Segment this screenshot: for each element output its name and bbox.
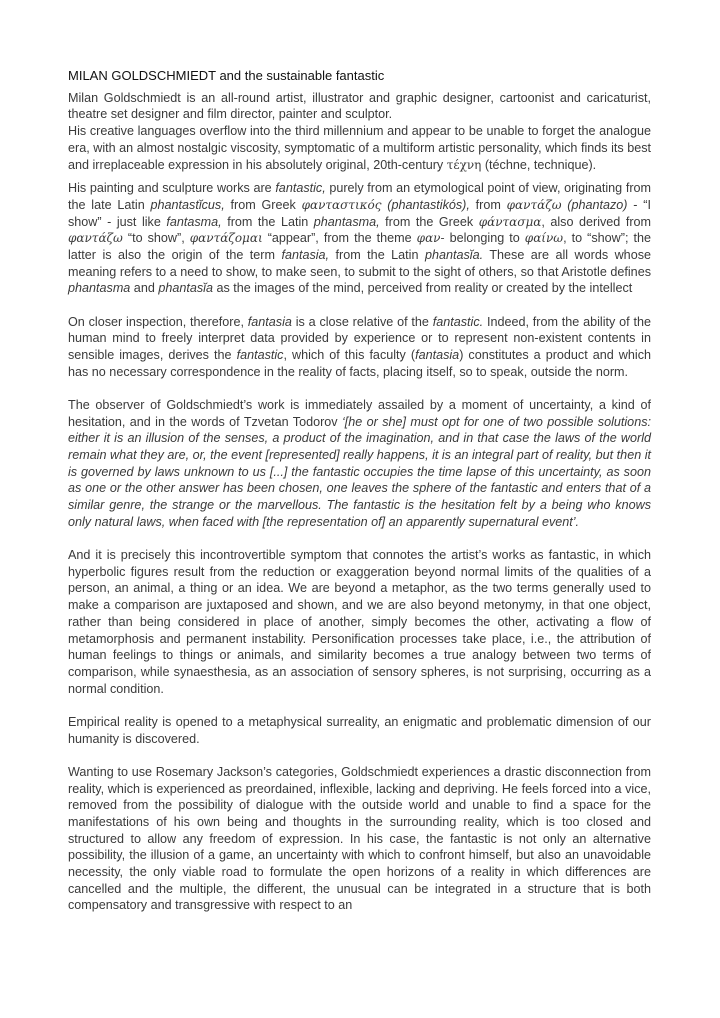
etymology-paragraph: His painting and sculpture works are fantastic, purely from an etymological point of view, originating from the late Latin phantastĭcus, from Greek φανταστικός (phantastikós), from φαντάζω (phantazo) - “I show” - just like fantasma, from the Latin phantasma, from the Greek φάντασμα, also derived from φαντάζω “to show”, φαντάζομαι “appear”, from the theme φαν- belonging to φαίνω, to “show”; the latter is also the origin of the term fantasia, from the Latin phantasĭa. These are all words whose meaning refers to a need to show, to make seen, to submit to the sight of others, so that Aristotle defines phantasma and phantasĭa as the images of the mind, perceived from reality or created by the intellect: [68, 181, 652, 296]
intro-paragraph-1: Milan Goldschmiedt is an all-round artist, illustrator and graphic designer, cartoonist and caricaturist, theatre set designer and film director, painter and sculptor.: [68, 90, 651, 122]
jackson-paragraph: Wanting to use Rosemary Jackson’s categories, Goldschmiedt experiences a drastic disconnection from reality, which is experienced as preordained, inflexible, lacking and depriving. He feels forced into a vice, removed from the possibility of dialogue with the outside world and unable to find a space for the manifestations of his own being and thoughts in the surrounding reality, which is too closed and structured to allow any freedom of expression. In his case, the fantastic is not only an alternative possibility, the illusion of a game, an uncertainty with which to confront himself, but also an unavoidable necessity, the only viable road to formulate the open horizons of a reality in which differences are cancelled and the multiple, the different, the unusual can be integrated in a structure that is both compensatory and transgressive with respect to an: [68, 764, 651, 913]
inspection-paragraph: On closer inspection, therefore, fantasia is a close relative of the fantastic. Indeed, from the ability of the human mind to freely interpret data provided by experience or to represent non-existent contents in sensible images, derives the fantastic, which of this faculty (fantasia) constitutes a product and which has no necessary correspondence in the reality of facts, placing itself, so to speak, outside the norm.: [68, 314, 651, 379]
symptom-paragraph: And it is precisely this incontrovertible symptom that connotes the artist’s works as fantastic, in which hyperbolic figures result from the reduction or exaggeration beyond normal limits of the qualities of a person, an animal, a thing or an idea. We are beyond a metaphor, as the two terms generally used to make a comparison are juxtaposed and shown, and we are also beyond metonymy, in that one object, rather than being considered in place of another, simply becomes the other, activating a flow of metamorphosis and permanent instability. Personification processes take place, i.e., the attribution of human feelings to things or animals, and similarity becomes a true analogy between two terms of comparison, while synaesthesia, as an association of sensory spheres, is not surprising, occurring as a normal condition.: [68, 548, 651, 696]
observer-paragraph: The observer of Goldschmiedt’s work is immediately assailed by a moment of uncertainty, a kind of hesitation, and in the words of Tzvetan Todorov ‘[he or she] must opt for one of two possible solutions: either it is an illusion of the senses, a product of the imagination, and in that case the laws of the world remain what they are, or, the event [represented] really happens, it is an integral part of reality, but then it is governed by laws unknown to us [...] the fantastic occupies the time lapse of this uncertainty, as soon as one or the other answer has been chosen, one leaves the sphere of the fantastic and enters that of a similar genre, the strange or the marvellous. The fantastic is the hesitation felt by a being who knows only natural laws, when faced with [the representation of] an apparently supernatural event’.: [68, 397, 651, 529]
intro-paragraph-2: His creative languages overflow into the third millennium and appear to be unable to forget the analogue era, with an almost nostalgic viscosity, symptomatic of a multiform artistic personality, which finds its best and irreplaceable expression in his absolutely original, 20th-century τέχνη (téchne, technique).: [68, 124, 651, 172]
document-page: [68, 68, 651, 914]
todorov-quote: ‘[he or she] must opt for one of two possible solutions: either it is an illusion of the senses, a product of the imagination, and in that case the laws of the world remain what they are, or, the event [represented] really happens, it is an integral part of reality, but then it is governed by laws unknown to us [...] the fantastic occupies the time lapse of this uncertainty, as soon as one or the other answer has been chosen, one leaves the sphere of the fantastic and enters that of a similar genre, the strange or the marvellous. The fantastic is the hesitation felt by a being who knows only natural laws, when faced with [the representation of] an apparently supernatural event’.: [68, 414, 651, 529]
empirical-paragraph: Empirical reality is opened to a metaphysical surreality, an enigmatic and problematic dimension of our humanity is discovered.: [68, 714, 651, 746]
document-title: MILAN GOLDSCHMIEDT and the sustainable fantastic: [68, 68, 385, 83]
